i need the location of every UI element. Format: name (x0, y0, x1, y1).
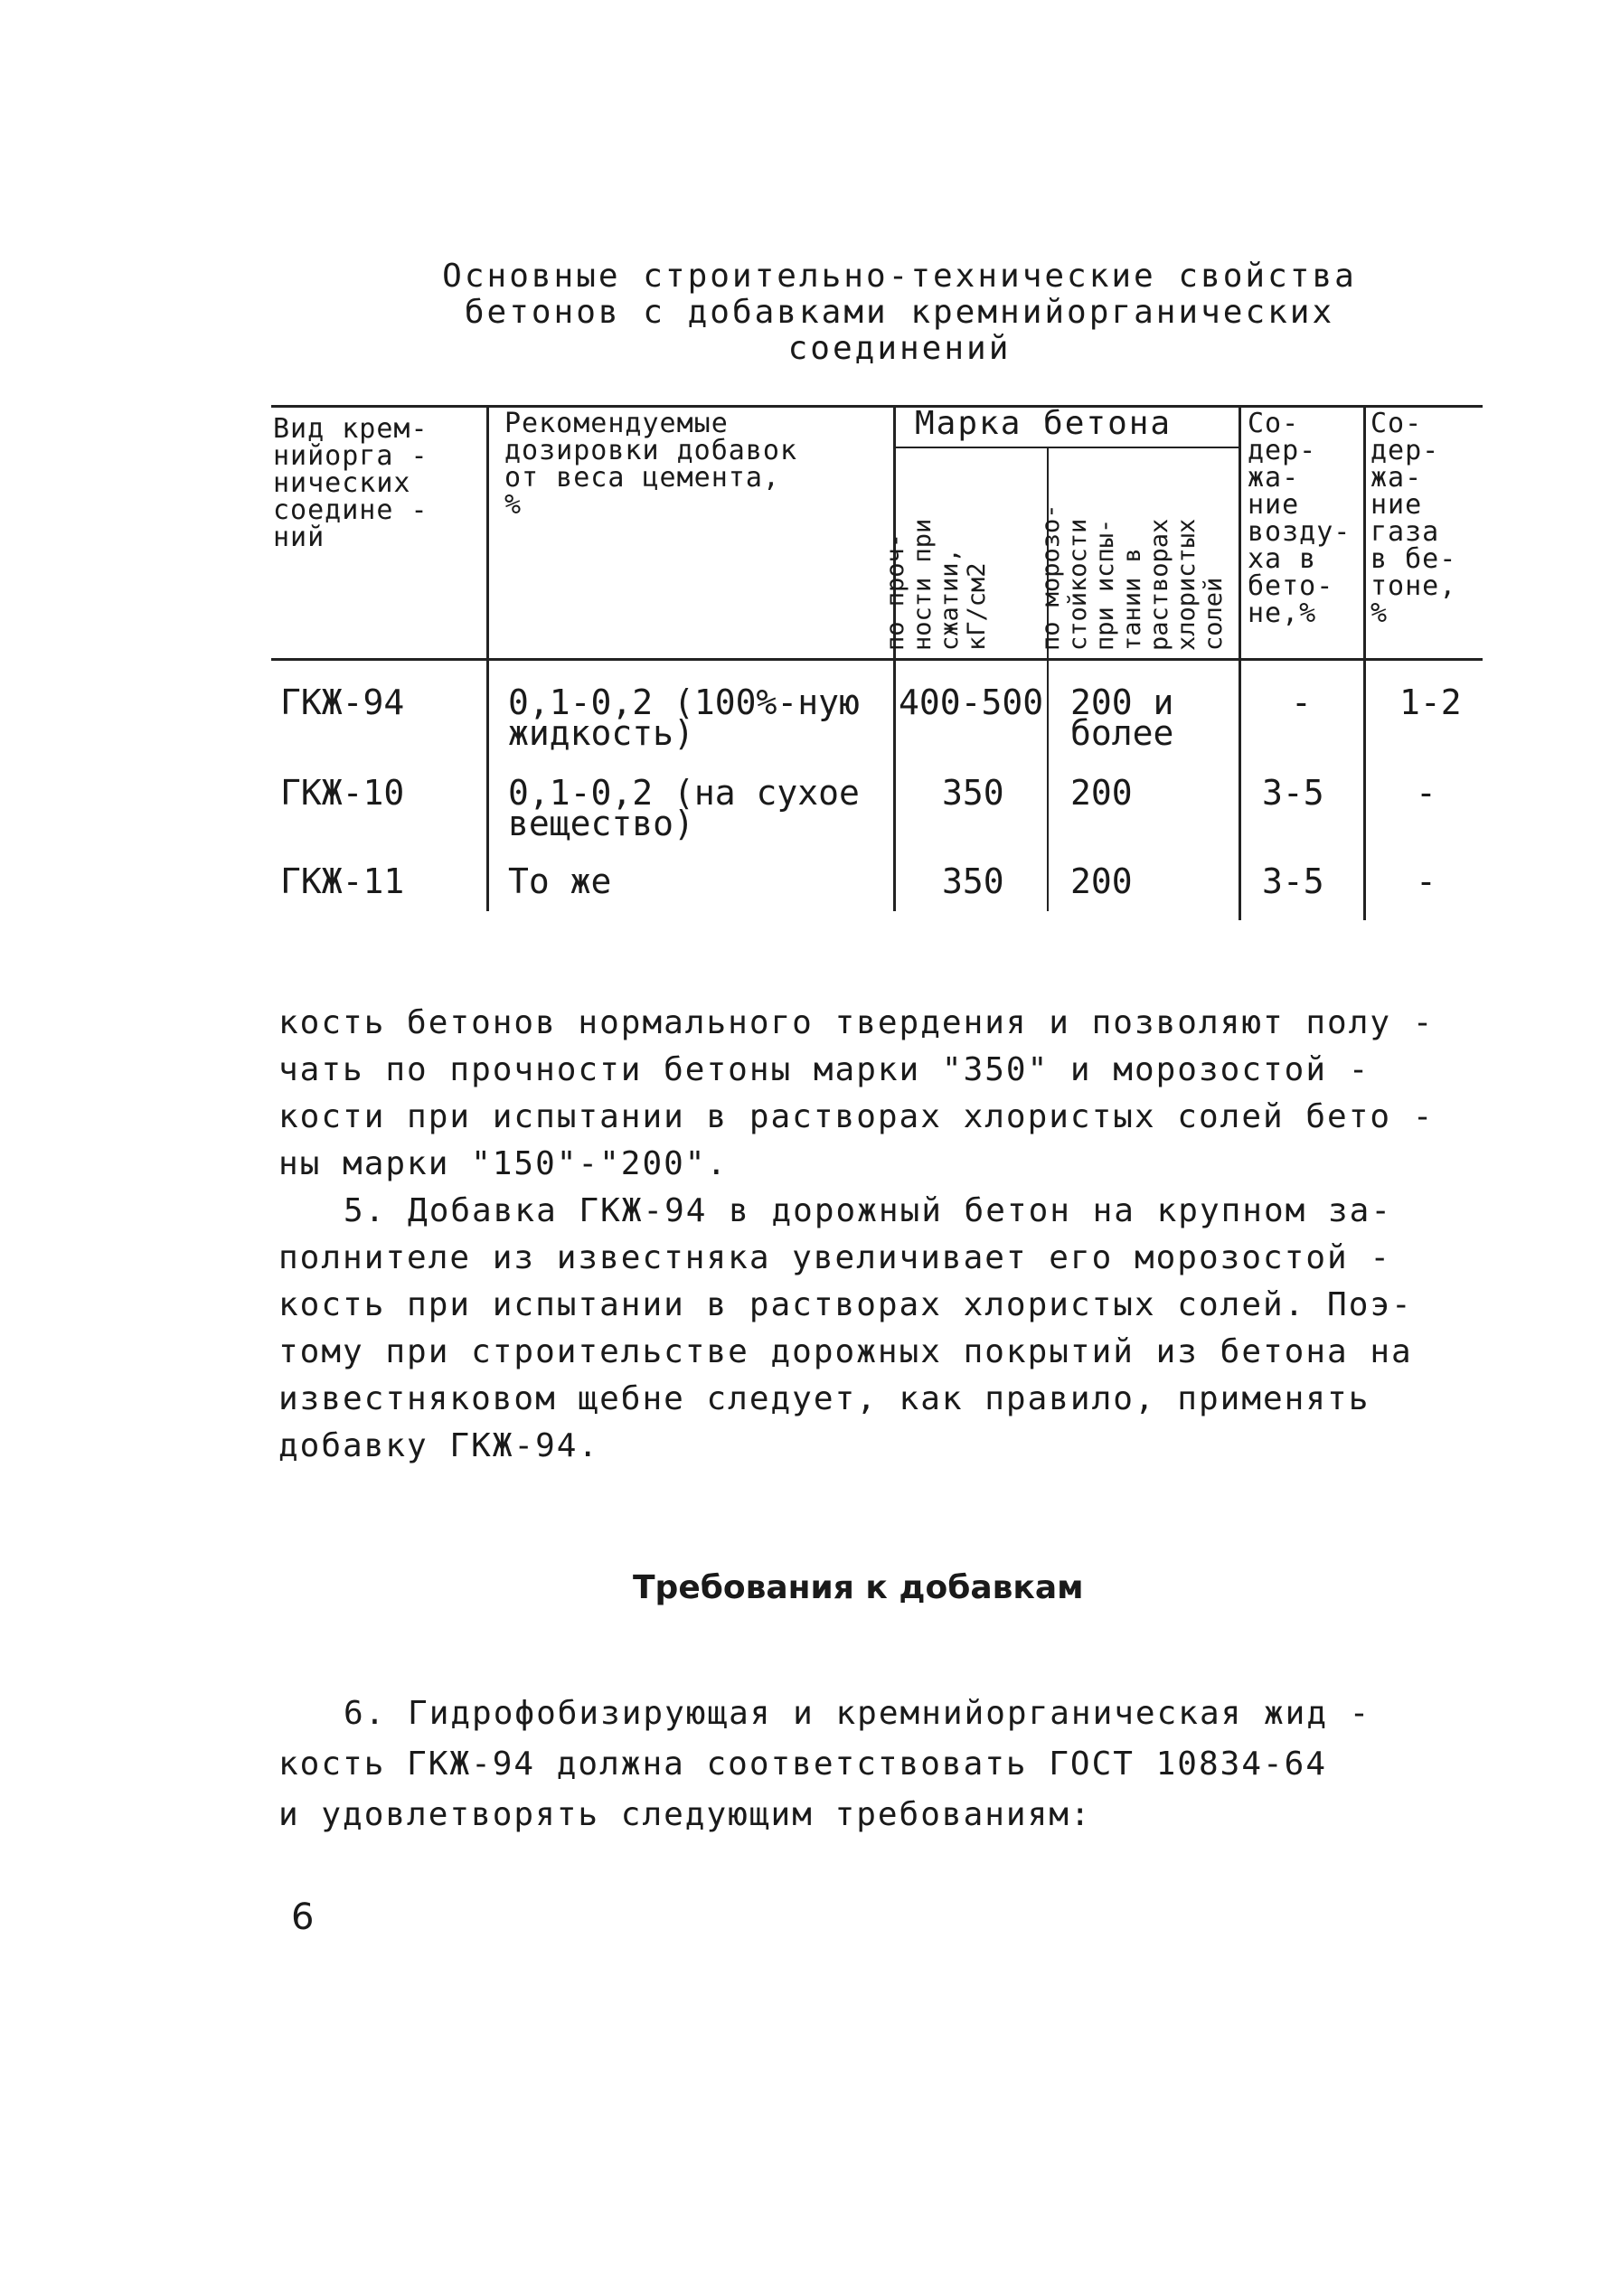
para5-line: добавку ГКЖ-94. (278, 1427, 600, 1464)
row3-gas: - (1416, 861, 1436, 901)
row2-dosage: 0,1-0,2 (на сухое вещество) (508, 773, 860, 843)
row3-air: 3-5 (1262, 861, 1324, 901)
para5-line: тому при строительстве дорожных покрытий из бетона на (278, 1333, 1413, 1370)
para6-line: и удовлетворять следующим требованиям: (278, 1796, 1092, 1833)
row1-gas: 1-2 (1399, 682, 1462, 722)
body-line: ны марки "150"-"200". (278, 1145, 729, 1182)
paragraph-6 (278, 1689, 1490, 1840)
para6-line: 6. Гидрофобизирующая и кремнийорганическая жид - (344, 1695, 1371, 1732)
header-frost-resistance: по морозо- стойкости при испы- тании в растворах хлористых солей (1037, 503, 1228, 651)
row3-strength: 350 (942, 861, 1004, 901)
para5-line: 5. Добавка ГКЖ-94 в дорожный бетон на крупном за- (344, 1192, 1393, 1229)
row3-dosage: То же (508, 861, 612, 901)
row2-gas: - (1416, 773, 1436, 813)
row1-air: - (1291, 682, 1312, 722)
row2-type: ГКЖ-10 (280, 773, 405, 813)
header-dosage: Рекомендуемые дозировки добавок от веса цемента, % (504, 408, 798, 521)
row1-dosage: 0,1-0,2 (100%-ную жидкость) (508, 682, 860, 753)
table-top-rule (271, 405, 1483, 408)
properties-table (271, 405, 1483, 920)
table-title-line-2: бетонов с добавками кремнийорганических (464, 294, 1335, 331)
table-title-line-1: Основные строительно-технические свойства (442, 258, 1357, 295)
header-additive-type: Вид крем- нийорга - нических соедине - ний (273, 413, 429, 553)
header-bottom-rule (271, 658, 1483, 661)
header-air-content: Со- дер- жа- ние возду- ха в бето- не,% (1248, 408, 1352, 629)
col-divider-1 (486, 405, 489, 911)
table-title-line-3: соединений (787, 330, 1012, 367)
body-text (278, 1000, 1490, 1470)
para5-line: полнителе из известняка увеличивает его морозостой - (278, 1239, 1392, 1276)
row1-frost: 200 и более (1070, 682, 1174, 753)
para5-line: кость при испытании в растворах хлористых солей. Поэ- (278, 1286, 1413, 1323)
row2-air: 3-5 (1262, 773, 1324, 813)
page-number: 6 (291, 1896, 315, 1938)
group-header-rule (895, 447, 1239, 448)
header-concrete-grade: Марка бетона (915, 405, 1173, 442)
body-line: кость бетонов нормального твердения и позволяют полу - (278, 1004, 1435, 1041)
para6-line: кость ГКЖ-94 должна соответствовать ГОСТ 10834-64 (278, 1746, 1328, 1783)
row3-frost: 200 (1070, 861, 1133, 901)
body-line: чать по прочности бетоны марки "350" и морозостой - (278, 1051, 1370, 1088)
col-divider-2 (893, 405, 896, 911)
para5-line: известняковом щебне следует, как правило, применять (278, 1380, 1370, 1417)
col-divider-4 (1239, 405, 1241, 920)
row2-strength: 350 (942, 773, 1004, 813)
header-gas-content: Со- дер- жа- ние газа в бе- тоне, % (1370, 408, 1457, 629)
section-heading: Требования к добавкам (633, 1569, 1084, 1606)
body-line: кости при испытании в растворах хлористых солей бето - (278, 1098, 1435, 1135)
col-divider-5 (1363, 405, 1366, 920)
row1-strength: 400-500 (899, 682, 1044, 722)
row2-frost: 200 (1070, 773, 1133, 813)
row1-type: ГКЖ-94 (280, 682, 405, 722)
header-strength: по проч- ности при сжатии, кГ/см2 (881, 518, 991, 651)
table-title (389, 259, 1410, 367)
row3-type: ГКЖ-11 (280, 861, 405, 901)
